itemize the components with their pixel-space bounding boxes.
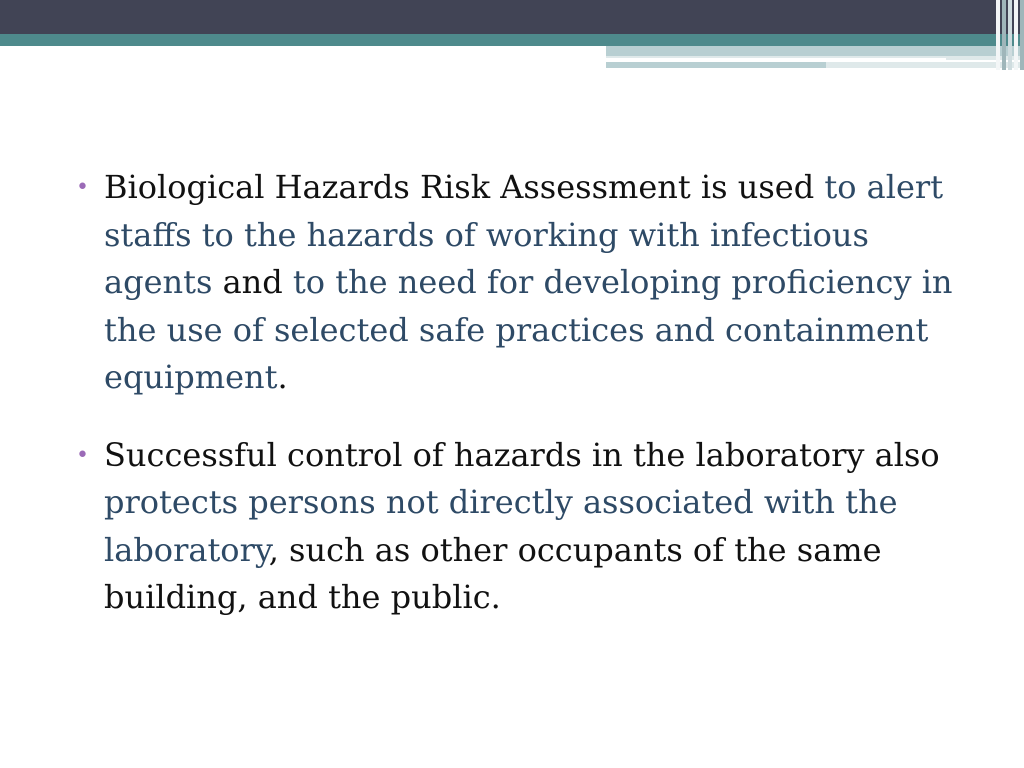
bullet-text-segment: Successful control of hazards in the laboratory also (104, 435, 940, 474)
bullet-icon: • (76, 175, 89, 200)
header-rail (1020, 0, 1024, 70)
bullet-text-segment: Biological Hazards Risk Assessment is used (104, 168, 825, 206)
bullet-text-segment: , such as other occupants of the same building, and the public. (104, 530, 882, 616)
header-accent-stripe (606, 62, 826, 68)
header-accent-stripe (606, 58, 946, 60)
bullet-icon: • (76, 442, 89, 468)
header-accent-stripe (606, 46, 1024, 56)
header-teal-stripe (0, 34, 1024, 46)
header-rail (996, 0, 1000, 70)
bullet-list (76, 164, 976, 622)
bullet-text-segment: . (277, 358, 288, 396)
bullet-text-highlight: protects persons not directly associated with the laboratory (104, 483, 898, 569)
bullet-text-segment: and (212, 263, 293, 301)
bullet-item (76, 164, 976, 402)
header-band (0, 0, 1024, 34)
bullet-item (76, 432, 976, 622)
header-rails (994, 0, 1024, 70)
bullet-text-highlight: to the need for developing proficiency in the use of selected safe practices and containment equipment (104, 263, 953, 396)
bullet-text-highlight: to alert staffs to the hazards of working with infectious agents (104, 168, 944, 301)
header-rail (1014, 0, 1018, 70)
header-rail (1008, 0, 1012, 70)
header-rail (1002, 0, 1006, 70)
